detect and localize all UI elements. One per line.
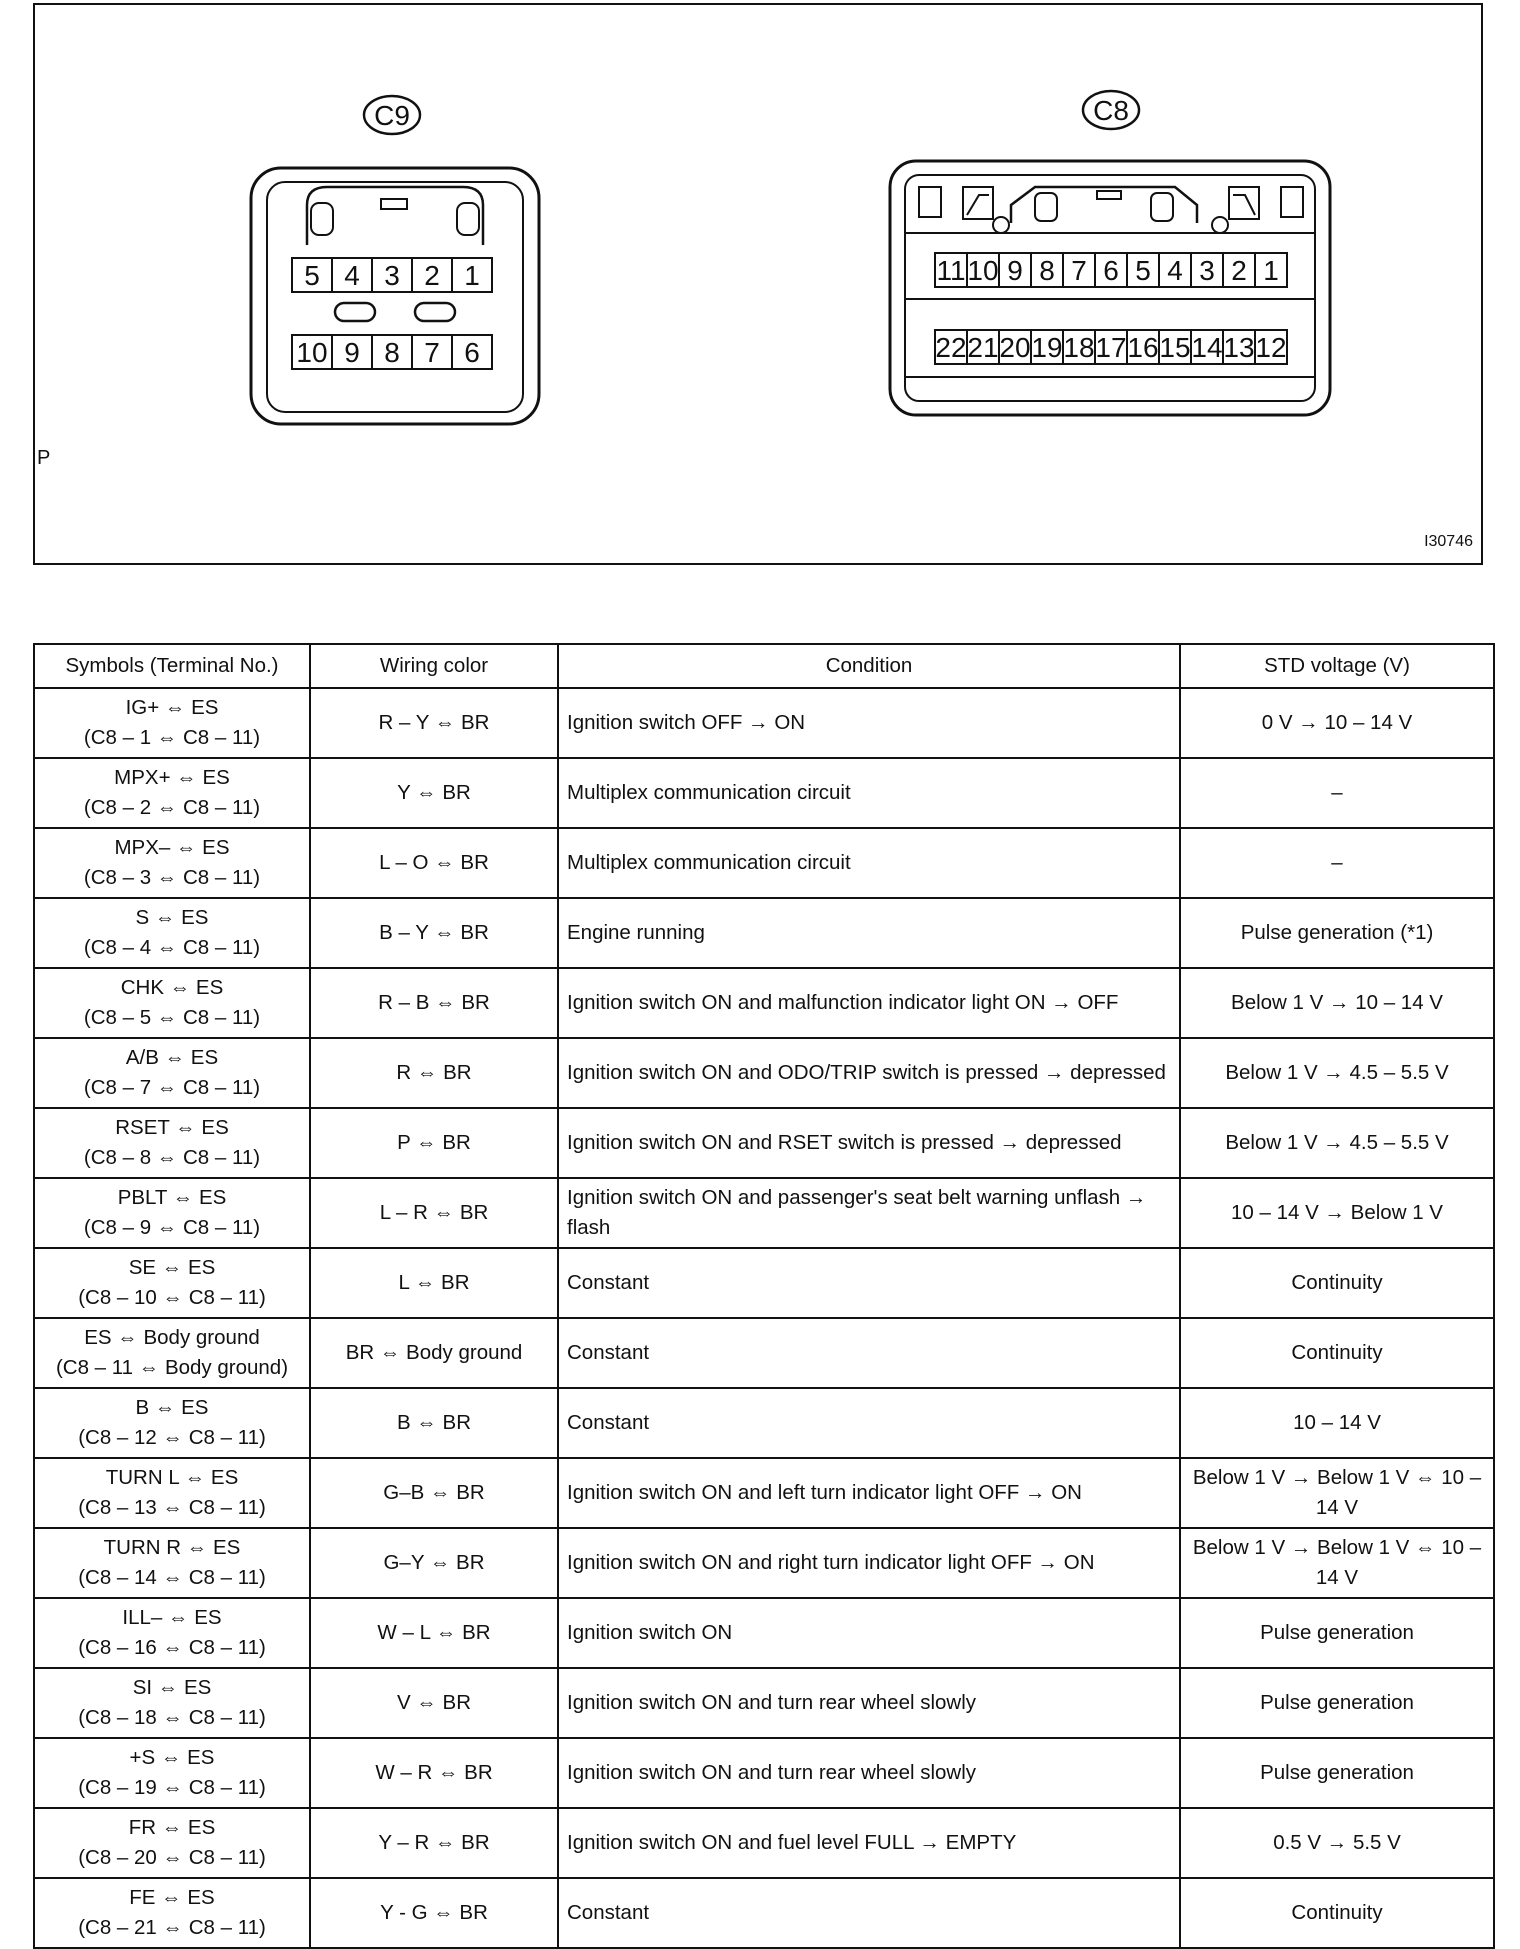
terminal-numbers: (C8 – 20 ⇔ C8 – 11) — [78, 1846, 266, 1869]
connector-c9 — [251, 96, 539, 424]
connector-pin-number: 6 — [1103, 255, 1119, 286]
cell-symbol — [34, 898, 310, 968]
cell-std-voltage: Pulse generation (*1) — [1180, 898, 1494, 968]
connector-pin-number: 4 — [344, 260, 360, 291]
connector-pin-number: 11 — [936, 255, 966, 286]
terminal-numbers: (C8 – 2 ⇔ C8 – 11) — [83, 796, 261, 819]
cell-wiring-color: B – Y ⇔ BR — [310, 898, 558, 968]
cell-wiring-color: L – O ⇔ BR — [310, 828, 558, 898]
symbol-name: TURN R ⇔ ES — [103, 1536, 241, 1559]
cell-std-voltage: – — [1180, 828, 1494, 898]
symbol-name: S ⇔ ES — [135, 906, 209, 929]
cell-std-voltage: Continuity — [1180, 1878, 1494, 1948]
cell-std-voltage: Continuity — [1180, 1318, 1494, 1388]
symbol-name: PBLT ⇔ ES — [117, 1186, 227, 1209]
connector-pin-number: 16 — [1127, 332, 1159, 363]
table-row — [34, 1668, 1494, 1738]
cell-symbol — [34, 1178, 310, 1248]
cell-condition: Ignition switch ON and turn rear wheel slowly — [558, 1668, 1180, 1738]
connector-pin-number: 18 — [1063, 332, 1095, 363]
cell-condition: Multiplex communication circuit — [558, 828, 1180, 898]
connector-pin-number: 12 — [1255, 332, 1287, 363]
connector-c8-pins — [935, 253, 1287, 364]
symbol-name: IG+ ⇔ ES — [125, 696, 219, 719]
table-row — [34, 898, 1494, 968]
cell-wiring-color: W – L ⇔ BR — [310, 1598, 558, 1668]
symbol-name: RSET ⇔ ES — [115, 1116, 229, 1139]
terminal-numbers: (C8 – 13 ⇔ C8 – 11) — [78, 1496, 266, 1519]
cell-wiring-color: BR ⇔ Body ground — [310, 1318, 558, 1388]
connector-pin-number: 4 — [1167, 255, 1183, 286]
cell-wiring-color: G–Y ⇔ BR — [310, 1528, 558, 1598]
cell-symbol — [34, 1668, 310, 1738]
connector-pin-number: 5 — [304, 260, 320, 291]
connector-pin-number: 10 — [967, 255, 999, 286]
connector-pin-number: 13 — [1223, 332, 1255, 363]
figure-code: I30746 — [1424, 533, 1473, 550]
terminal-numbers: (C8 – 11 ⇔ Body ground) — [55, 1356, 289, 1379]
cell-std-voltage: Below 1 V → 4.5 – 5.5 V — [1180, 1038, 1494, 1108]
symbol-name: B ⇔ ES — [135, 1396, 209, 1419]
header-std-voltage: STD voltage (V) — [1180, 644, 1494, 688]
connector-pin-number: 14 — [1191, 332, 1223, 363]
cell-wiring-color: Y - G ⇔ BR — [310, 1878, 558, 1948]
symbol-name: ES ⇔ Body ground — [84, 1326, 260, 1349]
table-body — [34, 688, 1494, 1948]
symbol-name: ILL– ⇔ ES — [122, 1606, 222, 1629]
table-row — [34, 1808, 1494, 1878]
cell-condition: Multiplex communication circuit — [558, 758, 1180, 828]
cell-wiring-color: R – B ⇔ BR — [310, 968, 558, 1038]
table-row — [34, 1738, 1494, 1808]
connector-pin-number: 21 — [967, 332, 999, 363]
terminal-numbers: (C8 – 16 ⇔ C8 – 11) — [78, 1636, 266, 1659]
terminal-numbers: (C8 – 12 ⇔ C8 – 11) — [78, 1426, 266, 1449]
cell-std-voltage: 10 – 14 V — [1180, 1388, 1494, 1458]
symbol-name: +S ⇔ ES — [129, 1746, 215, 1769]
connector-c9-hole-right — [415, 303, 455, 321]
cell-symbol — [34, 1318, 310, 1388]
connector-pin-number: 7 — [424, 337, 440, 368]
terminal-numbers: (C8 – 5 ⇔ C8 – 11) — [83, 1006, 261, 1029]
table-row — [34, 1458, 1494, 1528]
table-row — [34, 688, 1494, 758]
cell-std-voltage: – — [1180, 758, 1494, 828]
cell-std-voltage: 10 – 14 V → Below 1 V — [1180, 1178, 1494, 1248]
table-row — [34, 1598, 1494, 1668]
connector-c9-hole-left — [335, 303, 375, 321]
symbol-name: TURN L ⇔ ES — [105, 1466, 239, 1489]
connector-c8-lock-left — [1035, 193, 1057, 221]
cell-symbol — [34, 1598, 310, 1668]
cell-symbol — [34, 1878, 310, 1948]
connector-c8-label: C8 — [1093, 95, 1129, 126]
connector-c9-inner — [267, 182, 523, 412]
terminal-numbers: (C8 – 1 ⇔ C8 – 11) — [83, 726, 261, 749]
cell-condition: Ignition switch ON and fuel level FULL → EMPTY — [558, 1808, 1180, 1878]
terminal-numbers: (C8 – 21 ⇔ C8 – 11) — [78, 1916, 266, 1939]
cell-symbol — [34, 688, 310, 758]
connector-c8-slot-1 — [919, 187, 941, 217]
connector-c9-lock-left — [311, 203, 333, 235]
connector-drawing — [35, 5, 1481, 563]
table-row — [34, 1178, 1494, 1248]
cell-condition: Ignition switch OFF → ON — [558, 688, 1180, 758]
cell-symbol — [34, 1388, 310, 1458]
table-row — [34, 1878, 1494, 1948]
terminal-numbers: (C8 – 8 ⇔ C8 – 11) — [83, 1146, 261, 1169]
connector-pin-number: 2 — [1231, 255, 1247, 286]
table-row — [34, 758, 1494, 828]
connector-c8-key — [1097, 191, 1121, 199]
cell-std-voltage: Below 1 V → Below 1 V ⇔ 10 – 14 V — [1180, 1528, 1494, 1598]
cell-wiring-color: V ⇔ BR — [310, 1668, 558, 1738]
cell-condition: Constant — [558, 1318, 1180, 1388]
connector-pin-number: 9 — [1007, 255, 1023, 286]
connector-pin-number: 5 — [1135, 255, 1151, 286]
cell-wiring-color: L ⇔ BR — [310, 1248, 558, 1318]
cell-condition: Constant — [558, 1388, 1180, 1458]
table-row — [34, 1318, 1494, 1388]
table-row — [34, 1108, 1494, 1178]
connector-pin-number: 3 — [1199, 255, 1215, 286]
cell-condition: Ignition switch ON and ODO/TRIP switch is pressed → depressed — [558, 1038, 1180, 1108]
cell-std-voltage: 0 V → 10 – 14 V — [1180, 688, 1494, 758]
cell-std-voltage: Pulse generation — [1180, 1738, 1494, 1808]
cell-symbol — [34, 1738, 310, 1808]
terminal-numbers: (C8 – 14 ⇔ C8 – 11) — [78, 1566, 266, 1589]
cell-symbol — [34, 1528, 310, 1598]
cell-wiring-color: R – Y ⇔ BR — [310, 688, 558, 758]
connector-c9-label: C9 — [374, 100, 410, 131]
cell-std-voltage: 0.5 V → 5.5 V — [1180, 1808, 1494, 1878]
cell-wiring-color: P ⇔ BR — [310, 1108, 558, 1178]
table-row — [34, 1038, 1494, 1108]
terminal-spec-table — [33, 643, 1495, 1949]
terminal-numbers: (C8 – 3 ⇔ C8 – 11) — [83, 866, 261, 889]
side-mark: P — [37, 447, 51, 469]
cell-symbol — [34, 1458, 310, 1528]
cell-symbol — [34, 968, 310, 1038]
cell-wiring-color: Y – R ⇔ BR — [310, 1808, 558, 1878]
cell-symbol — [34, 758, 310, 828]
cell-condition: Constant — [558, 1878, 1180, 1948]
cell-std-voltage: Pulse generation — [1180, 1598, 1494, 1668]
connector-pin-number: 17 — [1095, 332, 1127, 363]
cell-symbol — [34, 1808, 310, 1878]
connector-pin-number: 1 — [1263, 255, 1279, 286]
symbol-name: CHK ⇔ ES — [120, 976, 224, 999]
cell-wiring-color: L – R ⇔ BR — [310, 1178, 558, 1248]
table-header-row — [34, 644, 1494, 688]
connector-diagram — [33, 3, 1483, 565]
cell-wiring-color: B ⇔ BR — [310, 1388, 558, 1458]
terminal-numbers: (C8 – 9 ⇔ C8 – 11) — [83, 1216, 261, 1239]
terminal-numbers: (C8 – 10 ⇔ C8 – 11) — [78, 1286, 266, 1309]
symbol-name: A/B ⇔ ES — [125, 1046, 219, 1069]
connector-c8-lock-right — [1151, 193, 1173, 221]
cell-symbol — [34, 1108, 310, 1178]
cell-wiring-color: R ⇔ BR — [310, 1038, 558, 1108]
header-symbols: Symbols (Terminal No.) — [34, 644, 310, 688]
table-row — [34, 1528, 1494, 1598]
cell-wiring-color: Y ⇔ BR — [310, 758, 558, 828]
symbol-name: MPX– ⇔ ES — [114, 836, 230, 859]
cell-std-voltage: Below 1 V → Below 1 V ⇔ 10 – 14 V — [1180, 1458, 1494, 1528]
table-row — [34, 828, 1494, 898]
table-row — [34, 968, 1494, 1038]
cell-wiring-color: W – R ⇔ BR — [310, 1738, 558, 1808]
connector-pin-number: 6 — [464, 337, 480, 368]
connector-pin-number: 1 — [464, 260, 480, 291]
symbol-name: SI ⇔ ES — [132, 1676, 212, 1699]
connector-c8-pin-guide-right — [1212, 217, 1228, 233]
cell-condition: Constant — [558, 1248, 1180, 1318]
cell-std-voltage: Pulse generation — [1180, 1668, 1494, 1738]
cell-wiring-color: G–B ⇔ BR — [310, 1458, 558, 1528]
terminal-numbers: (C8 – 7 ⇔ C8 – 11) — [83, 1076, 261, 1099]
terminal-numbers: (C8 – 4 ⇔ C8 – 11) — [83, 936, 261, 959]
connector-pin-number: 22 — [935, 332, 967, 363]
cell-condition: Ignition switch ON and malfunction indicator light ON → OFF — [558, 968, 1180, 1038]
cell-symbol — [34, 828, 310, 898]
cell-std-voltage: Continuity — [1180, 1248, 1494, 1318]
cell-symbol — [34, 1038, 310, 1108]
connector-c8-slot-4 — [1281, 187, 1303, 217]
header-condition: Condition — [558, 644, 1180, 688]
connector-pin-number: 8 — [1039, 255, 1055, 286]
symbol-name: FE ⇔ ES — [129, 1886, 215, 1909]
connector-pin-number: 15 — [1159, 332, 1191, 363]
connector-c9-lock-right — [457, 203, 479, 235]
cell-std-voltage: Below 1 V → 4.5 – 5.5 V — [1180, 1108, 1494, 1178]
connector-c8 — [890, 91, 1330, 415]
cell-condition: Ignition switch ON and right turn indicator light OFF → ON — [558, 1528, 1180, 1598]
connector-pin-number: 8 — [384, 337, 400, 368]
connector-c9-key — [381, 199, 407, 209]
cell-condition: Ignition switch ON — [558, 1598, 1180, 1668]
symbol-name: FR ⇔ ES — [128, 1816, 216, 1839]
connector-pin-number: 19 — [1031, 332, 1063, 363]
cell-condition: Ignition switch ON and turn rear wheel slowly — [558, 1738, 1180, 1808]
header-wiring-color: Wiring color — [310, 644, 558, 688]
terminal-numbers: (C8 – 19 ⇔ C8 – 11) — [78, 1776, 266, 1799]
symbol-name: MPX+ ⇔ ES — [114, 766, 230, 789]
cell-condition: Engine running — [558, 898, 1180, 968]
connector-pin-number: 9 — [344, 337, 360, 368]
connector-pin-number: 3 — [384, 260, 400, 291]
connector-pin-number: 20 — [999, 332, 1031, 363]
connector-pin-number: 2 — [424, 260, 440, 291]
cell-condition: Ignition switch ON and left turn indicator light OFF → ON — [558, 1458, 1180, 1528]
connector-c9-housing — [251, 168, 539, 424]
cell-condition: Ignition switch ON and passenger's seat belt warning unflash → flash — [558, 1178, 1180, 1248]
connector-pin-number: 10 — [296, 337, 328, 368]
connector-c8-pin-guide-left — [993, 217, 1009, 233]
cell-symbol — [34, 1248, 310, 1318]
table-row — [34, 1248, 1494, 1318]
connector-c9-pins — [292, 258, 492, 369]
cell-std-voltage: Below 1 V → 10 – 14 V — [1180, 968, 1494, 1038]
symbol-name: SE ⇔ ES — [128, 1256, 216, 1279]
terminal-numbers: (C8 – 18 ⇔ C8 – 11) — [78, 1706, 266, 1729]
connector-pin-number: 7 — [1071, 255, 1087, 286]
table-row — [34, 1388, 1494, 1458]
cell-condition: Ignition switch ON and RSET switch is pressed → depressed — [558, 1108, 1180, 1178]
